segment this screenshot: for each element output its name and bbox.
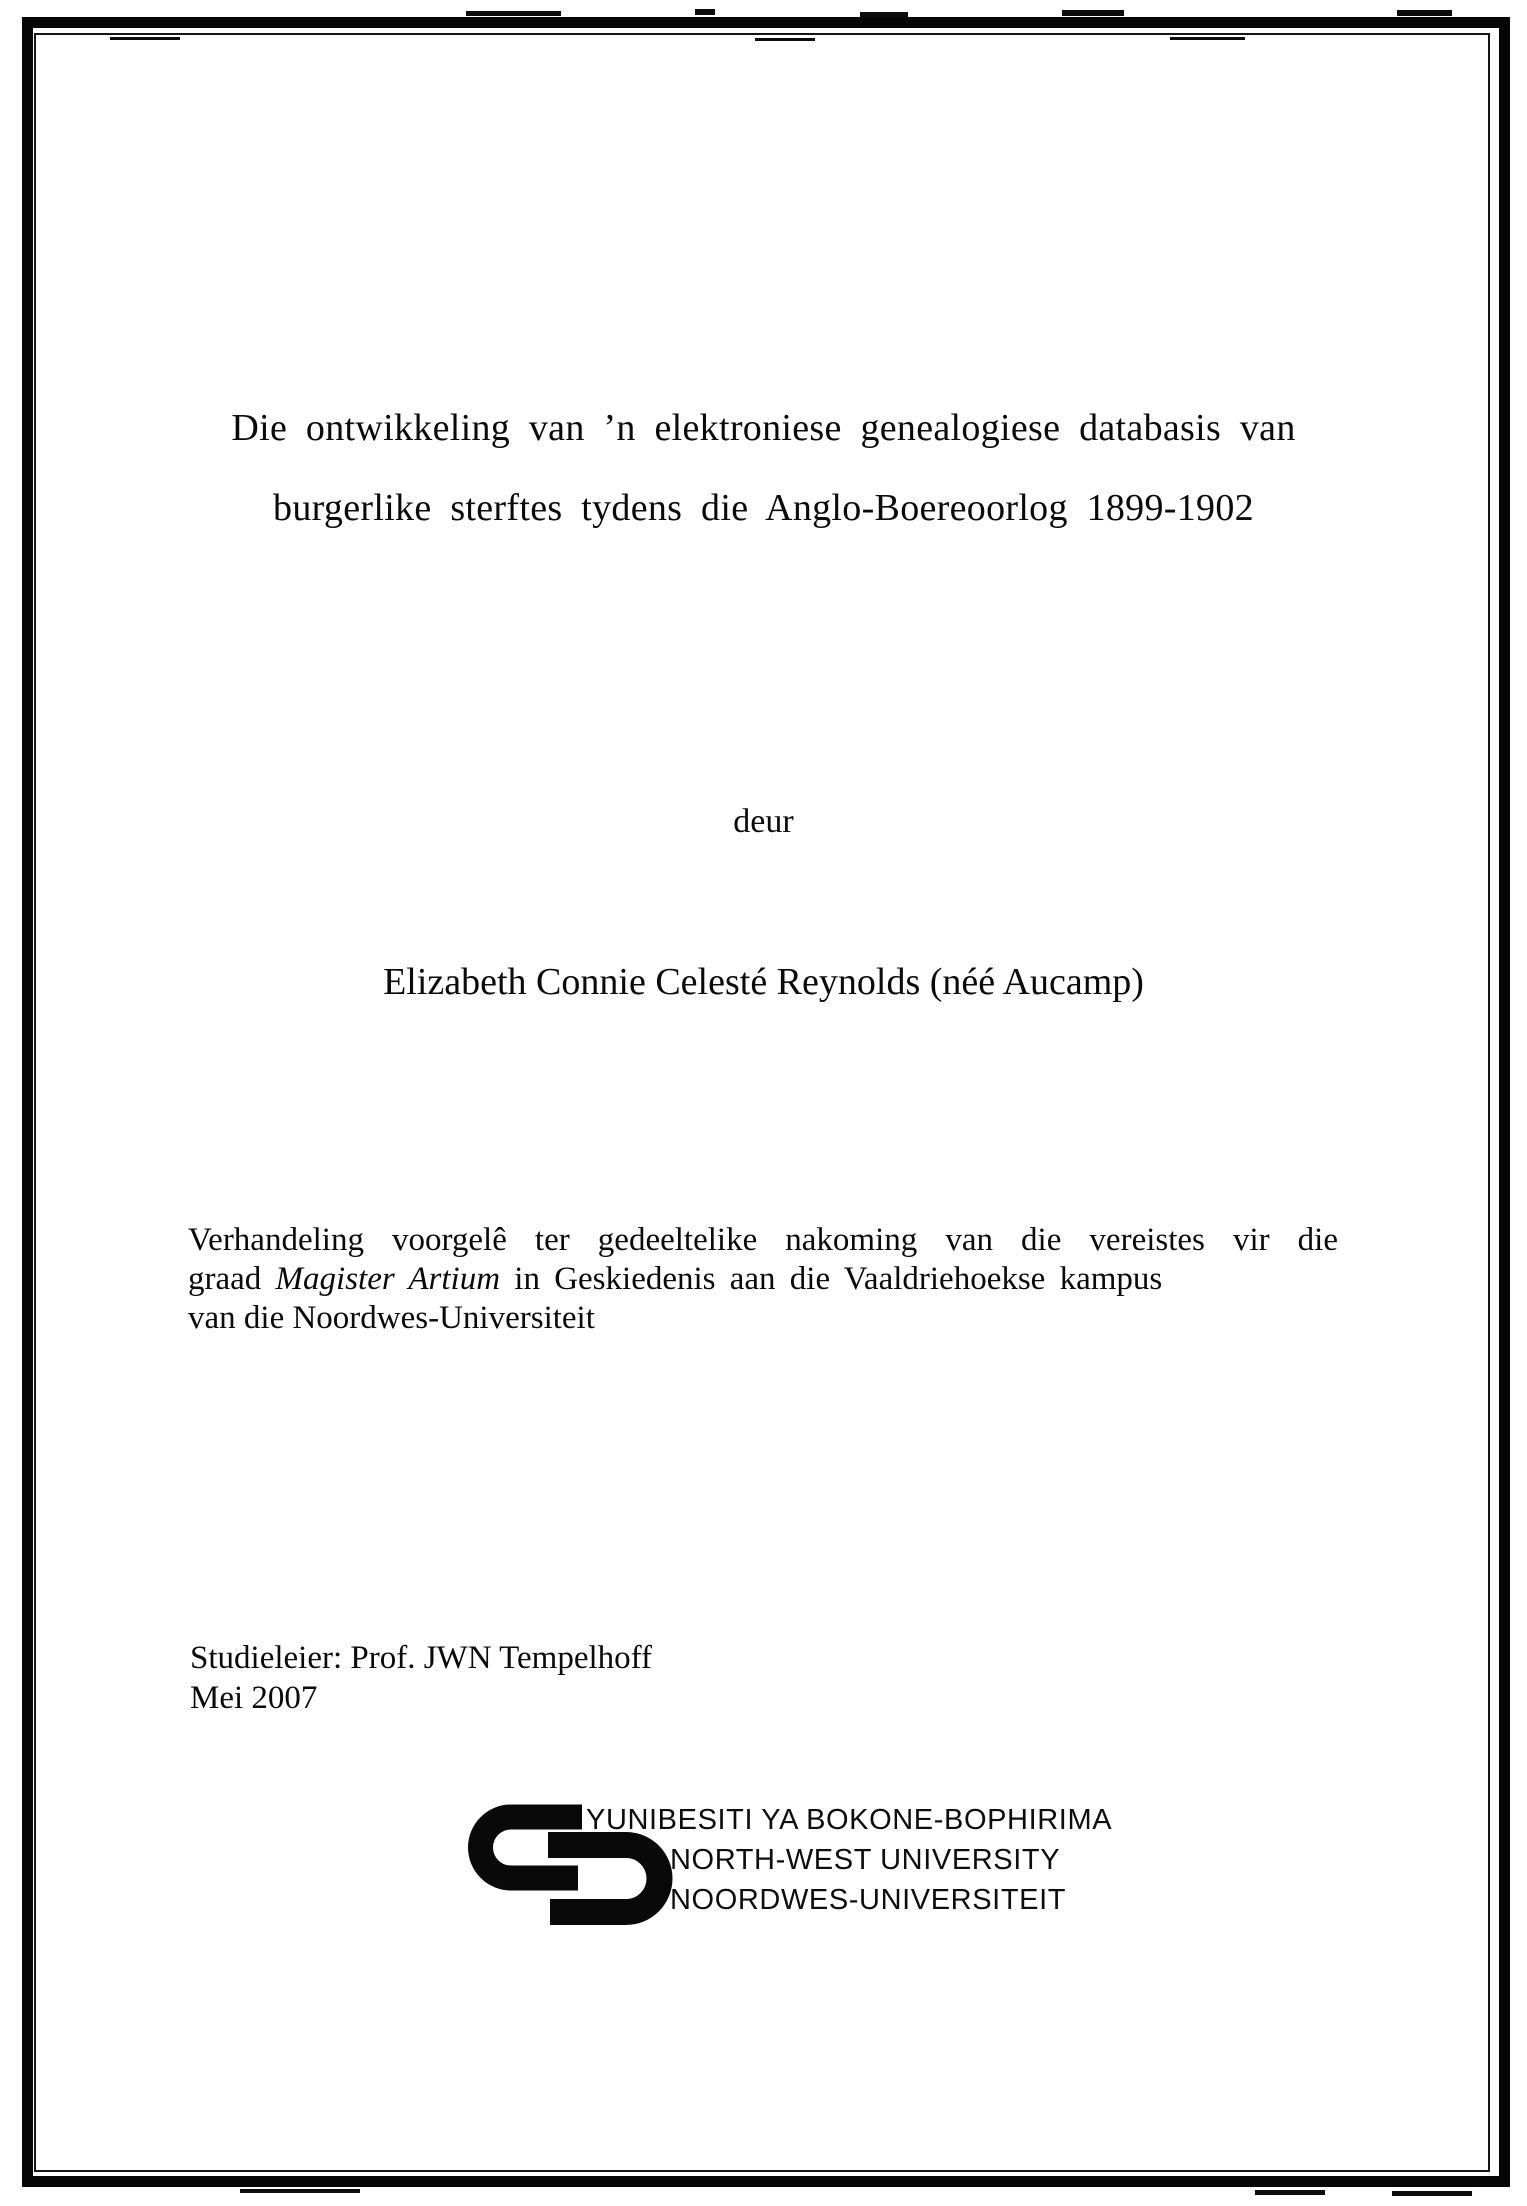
logo-text-setswana: YUNIBESITI YA BOKONE-BOPHIRIMA	[586, 1804, 1113, 1836]
degree-statement-line2-suffix: in Geskiedenis aan die Vaaldriehoekse kampus	[500, 1261, 1163, 1297]
scan-artifact	[240, 2189, 360, 2193]
degree-statement	[188, 1221, 1338, 1338]
scan-artifact	[1392, 2191, 1472, 2196]
thesis-title-line-2: burgerlike sterftes tydens die Anglo-Boereoorlog 1899-1902	[273, 487, 1254, 529]
date-line: Mei 2007	[190, 1680, 318, 1716]
degree-statement-line-3: van die Noordwes-Universiteit	[188, 1300, 595, 1336]
scan-artifact	[860, 12, 908, 17]
degree-statement-line-2	[188, 1260, 1338, 1299]
scan-artifact	[1255, 2190, 1325, 2195]
scan-artifact	[466, 11, 561, 16]
scan-artifact	[1062, 10, 1124, 16]
author-name: Elizabeth Connie Celesté Reynolds (néé Aucamp)	[383, 961, 1144, 1003]
scan-artifact	[1170, 37, 1245, 40]
university-logo-text	[586, 1800, 1112, 1920]
scan-artifact	[755, 38, 815, 41]
logo-text-afrikaans: NOORDWES-UNIVERSITEIT	[670, 1884, 1067, 1916]
logo-text-english: NORTH-WEST UNIVERSITY	[670, 1844, 1061, 1876]
degree-name-italic: Magister Artium	[275, 1261, 501, 1297]
supervisor-line: Studieleier: Prof. JWN Tempelhoff	[190, 1640, 653, 1676]
scan-artifact	[1397, 10, 1452, 16]
scan-artifact	[110, 37, 180, 40]
byline-deur: deur	[733, 803, 794, 840]
supervisor-block	[190, 1638, 652, 1718]
degree-statement-line-1: Verhandeling voorgelê ter gedeeltelike nakoming van die vereistes vir die	[188, 1222, 1338, 1258]
thesis-title-line-1: Die ontwikkeling van ’n elektroniese genealogiese databasis van	[231, 407, 1296, 449]
scan-artifact	[695, 9, 715, 15]
degree-statement-line2-prefix: graad	[188, 1261, 276, 1297]
